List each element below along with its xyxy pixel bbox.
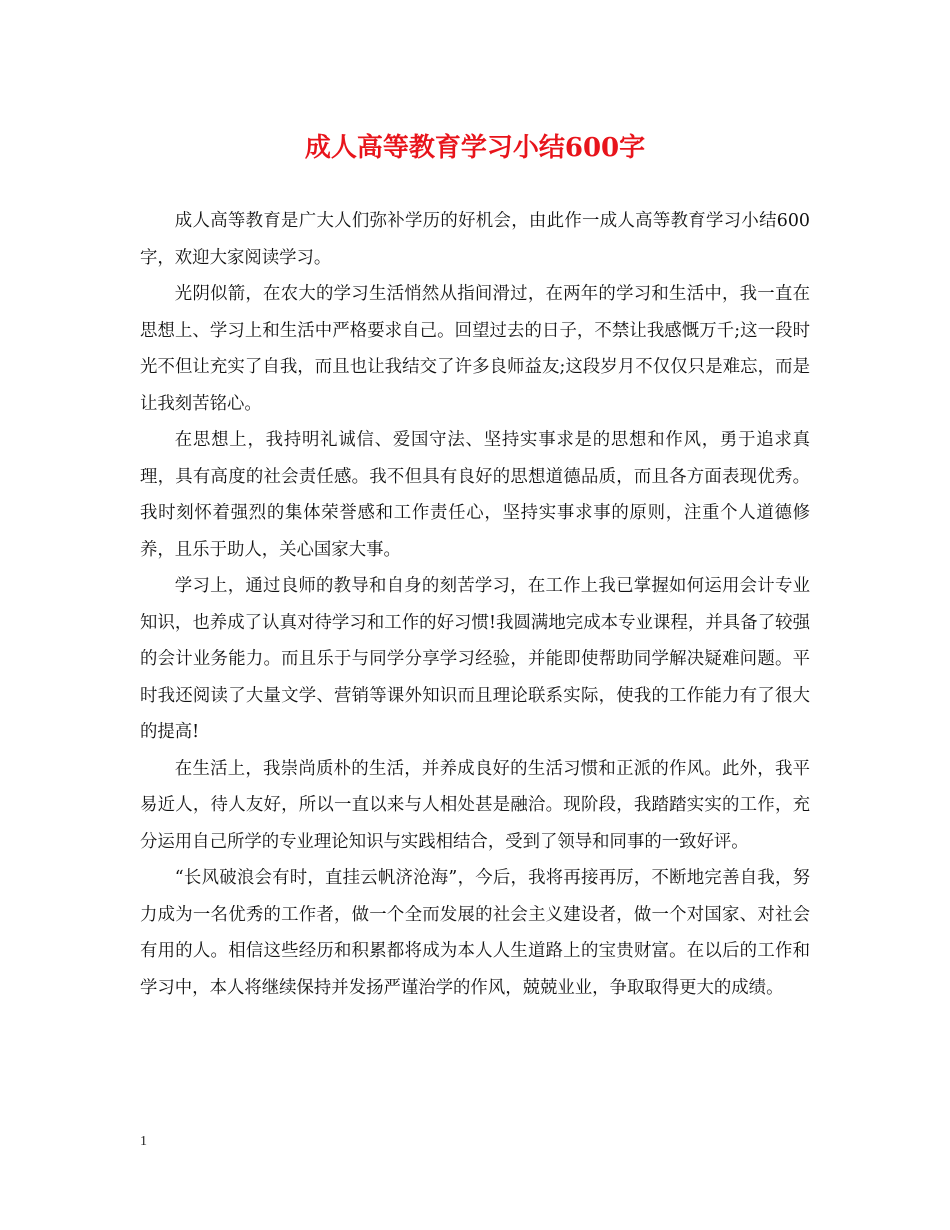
paragraph-study: 学习上，通过良师的教导和自身的刻苦学习，在工作上我已掌握如何运用会计专业知识，也养成了认真对待学习和工作的好习惯!我圆满地完成本专业课程，并具备了较强的会计业务能力。而且乐于与同学分享学习经验，并能即使帮助同学解决疑难问题。平时我还阅读了大量文学、营销等课外知识而且理论联系实际，使我的工作能力有了很大的提高! bbox=[140, 576, 810, 742]
paragraph-intro: 成人高等教育是广大人们弥补学历的好机会，由此作一成人高等教育学习小结600字，欢迎大家阅读学习。 bbox=[140, 211, 810, 268]
paragraph-thought: 在思想上，我持明礼诚信、爱国守法、坚持实事求是的思想和作风，勇于追求真理，具有高度的社会责任感。我不但具有良好的思想道德品质，而且各方面表现优秀。我时刻怀着强烈的集体荣誉感和工作责任心，坚持实事求事的原则，注重个人道德修养，且乐于助人，关心国家大事。 bbox=[140, 430, 810, 560]
document-title: 成人高等教育学习小结600字 bbox=[304, 133, 646, 163]
paragraph-future: “长风破浪会有时，直挂云帆济沧海”，今后，我将再接再厉，不断地完善自我，努力成为一名优秀的工作者，做一个全而发展的社会主义建设者，做一个对国家、对社会有用的人。相信这些经历和积累都将成为本人人生道路上的宝贵财富。在以后的工作和学习中，本人将继续保持并发扬严谨治学的作风，兢兢业业，争取取得更大的成绩。 bbox=[140, 868, 810, 998]
document-body bbox=[140, 203, 810, 1006]
paragraph-life: 在生活上，我崇尚质朴的生活，并养成良好的生活习惯和正派的作风。此外，我平易近人，待人友好，所以一直以来与人相处甚是融洽。现阶段，我踏踏实实的工作，充分运用自己所学的专业理论知识与实践相结合，受到了领导和同事的一致好评。 bbox=[140, 758, 810, 852]
paragraph-time: 光阴似箭，在农大的学习生活悄然从指间滑过，在两年的学习和生活中，我一直在思想上、学习上和生活中严格要求自己。回望过去的日子，不禁让我感慨万千;这一段时光不但让充实了自我，而且也让我结交了许多良师益友;这段岁月不仅仅只是难忘，而是让我刻苦铭心。 bbox=[140, 284, 810, 414]
page-number: 1 bbox=[140, 1134, 147, 1149]
